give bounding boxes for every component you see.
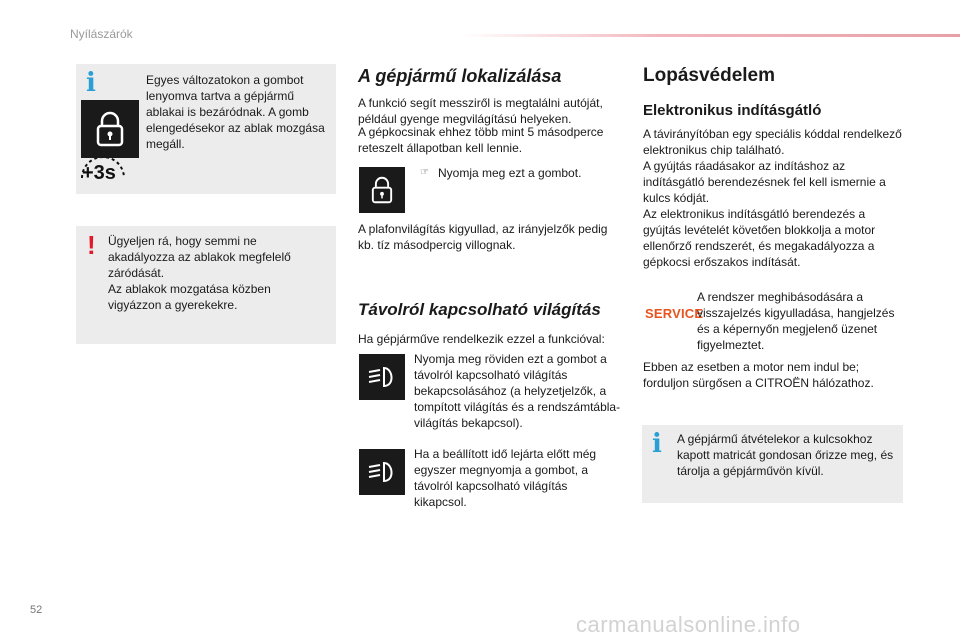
remote-step1-text: Nyomja meg röviden ezt a gombot a távolról kapcsolható világítás bekapcsolásához (a helyzetjelzők, a tompított világítás és a rendszámtábla-világítás bekapcsol). <box>414 352 621 430</box>
lock-button-icon-locate <box>359 167 405 213</box>
headlamp-button-icon-2 <box>359 449 405 495</box>
info-icon: i <box>86 68 96 98</box>
immobiliser-p1: A távirányítóban egy speciális kóddal rendelkező elektronikus chip található. <box>643 127 902 157</box>
headlamp-button-icon-1 <box>359 354 405 400</box>
headlamp-icon <box>366 460 398 484</box>
locate-p1: A funkció segít messziről is megtalálni autóját, például gyenge megvilágítású helyeken. <box>358 96 603 126</box>
right-info-text: A gépjármű átvételekor a kulcsokhoz kapott matricát gondosan őrizze meg, és tárolja a gépjárművön kívül. <box>677 432 894 478</box>
remote-step2-text: Ha a beállított idő lejárta előtt még egyszer megnyomja a gombot, a távolról kapcsolható világítás kikapcsol. <box>414 447 597 509</box>
remote-p1: Ha gépjárműve rendelkezik ezzel a funkcióval: <box>358 332 605 346</box>
remote-title: Távolról kapcsolható világítás <box>358 300 601 319</box>
warning-text-2: Az ablakok mozgatása közben vigyázzon a gyerekekre. <box>108 282 271 312</box>
headlamp-icon <box>366 365 398 389</box>
watermark: carmanualsonline.info <box>576 612 801 637</box>
immobiliser-p2: A gyújtás ráadásakor az indításhoz az indításgátló berendezésnek fel kell ismernie a kulcs kódját. <box>643 159 886 205</box>
locate-p2: A gépkocsinak ehhez több mint 5 másodperce reteszelt állapotban kell lennie. <box>358 125 604 155</box>
info-box-text: Egyes változatokon a gombot lenyomva tartva a gépjármű ablakai is bezáródnak. A gomb elengedésekor az ablak mozgása megáll. <box>146 73 325 151</box>
info-icon: i <box>652 429 662 459</box>
finger-bullet-icon: ☞ <box>420 167 429 178</box>
right-info-box <box>642 425 903 503</box>
immobiliser-p4: Ebben az esetben a motor nem indul be; forduljon sürgősen a CITROËN hálózathoz. <box>643 360 874 390</box>
immobiliser-p3: Az elektronikus indításgátló berendezés a gyújtás levételét követően blokkolja a motor ellenőrző rendszerét, és megakadályozza a gépkocsi erőszakos indítását. <box>643 207 876 269</box>
header-divider <box>460 34 960 37</box>
immobiliser-subtitle: Elektronikus indításgátló <box>643 102 822 119</box>
locate-p3: A plafonvilágítás kigyullad, az irányjelzők pedig kb. tíz másodpercig villognak. <box>358 222 608 252</box>
service-warning-icon: SERVICE <box>645 306 704 321</box>
locate-title: A gépjármű lokalizálása <box>358 66 562 86</box>
service-text: A rendszer meghibásodására a visszajelzés kigyulladása, hangjelzés és a képernyőn megjelenő üzenet figyelmeztet. <box>697 290 895 352</box>
header-title: Nyílászárók <box>70 27 133 41</box>
warning-box <box>76 226 336 344</box>
lock-icon <box>93 111 127 147</box>
warning-icon: ! <box>87 230 96 260</box>
hold-3s-badge <box>80 158 128 188</box>
lock-button-icon <box>81 100 139 158</box>
hold-3s-label: +3s <box>82 162 116 184</box>
antitheft-title: Lopásvédelem <box>643 65 775 86</box>
page-number: 52 <box>30 604 43 616</box>
lock-icon <box>369 176 395 204</box>
info-box <box>76 64 336 194</box>
warning-text-1: Ügyeljen rá, hogy semmi ne akadályozza az ablakok megfelelő záródását. <box>108 234 291 280</box>
locate-bullet-text: Nyomja meg ezt a gombot. <box>438 166 582 180</box>
